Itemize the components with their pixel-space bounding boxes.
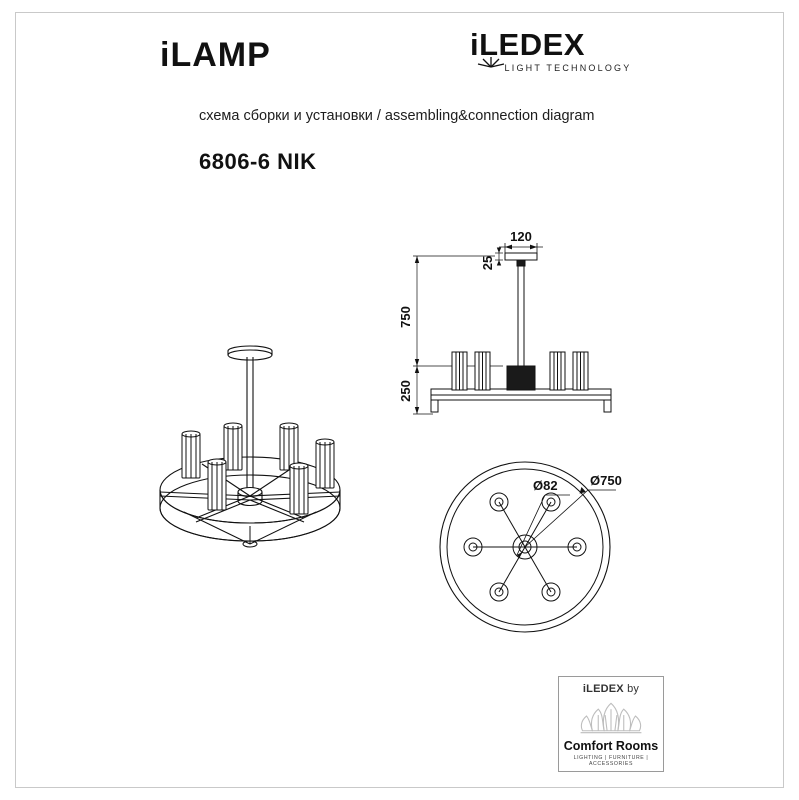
- model-number: 6806-6 NIK: [199, 149, 317, 174]
- dim-body-height: 250: [398, 380, 413, 402]
- perspective-view: [130, 330, 390, 570]
- badge-company-sub: LIGHTING | FURNITURE | ACCESSORIES: [573, 755, 649, 767]
- ilamp-logo: [160, 34, 320, 76]
- diagram-subtitle: схема сборки и установки / assembling&connection diagram: [199, 108, 595, 124]
- badge-top-line: iLEDEX by: [582, 683, 640, 695]
- iledex-logo-text: iLEDEX: [470, 27, 585, 62]
- plan-view: [420, 440, 670, 655]
- ilamp-logo-text: iLAMP: [160, 36, 271, 74]
- partner-badge: [558, 676, 664, 772]
- dim-canopy-width: 120: [510, 229, 532, 244]
- crown-icon: [559, 697, 663, 739]
- dim-hub-diameter: Ø82: [533, 478, 558, 493]
- iledex-logo-tagline: LIGHT TECHNOLOGY: [504, 63, 632, 73]
- badge-company-name: Comfort Rooms: [563, 739, 659, 753]
- dim-fixture-diameter: Ø750: [590, 473, 622, 488]
- ilamp-logo-accent: [160, 36, 320, 46]
- light-rays-icon: [476, 54, 506, 68]
- dim-canopy-height: 25: [480, 255, 495, 271]
- iledex-logo: [470, 28, 670, 82]
- front-elevation-view: [395, 225, 655, 460]
- dim-drop-length: 750: [398, 306, 413, 328]
